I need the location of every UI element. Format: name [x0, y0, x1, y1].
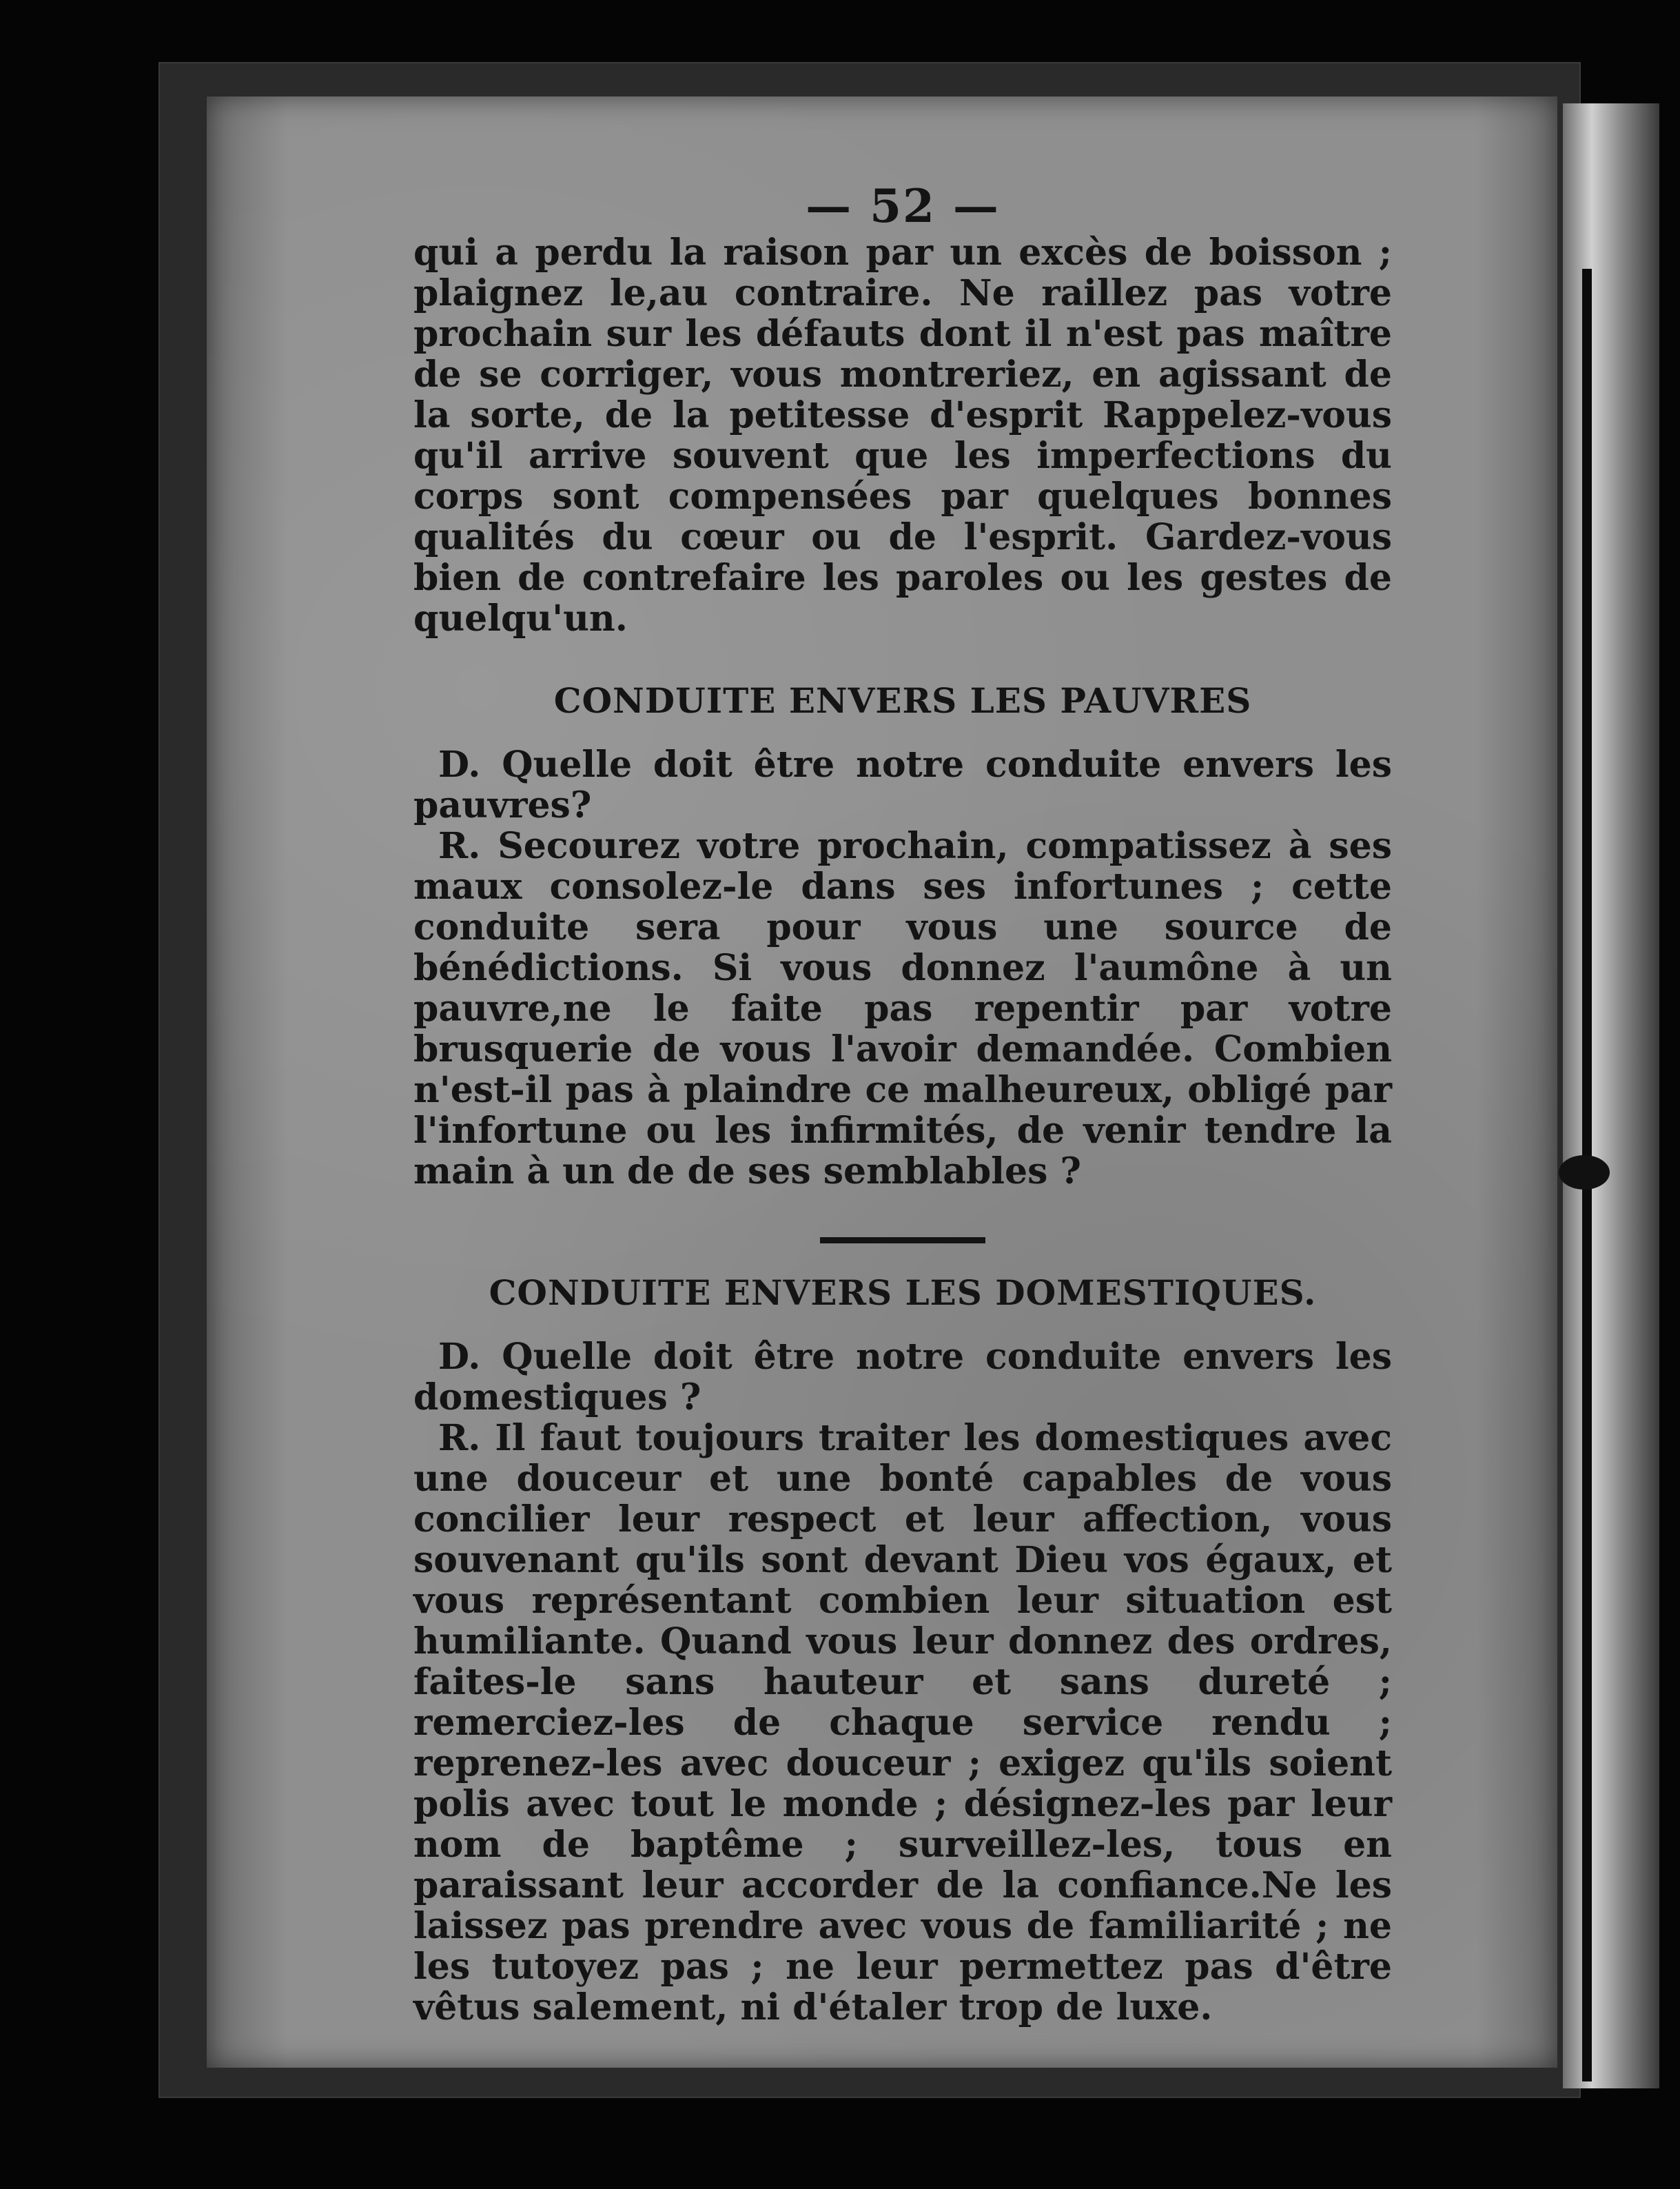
page-number: — 52 —: [806, 179, 1000, 233]
binding-knot: [1559, 1155, 1610, 1190]
question-domestiques: D. Quelle doit être notre conduite envers les domestiques ?: [413, 1336, 1392, 1418]
section-heading-pauvres: CONDUITE ENVERS LES PAUVRES: [553, 680, 1252, 721]
section-heading-domestiques: CONDUITE ENVERS LES DOMESTIQUES.: [489, 1272, 1317, 1313]
page-edge: [1563, 103, 1659, 2088]
answer-domestiques: R. Il faut toujours traiter les domestiques avec une douceur et une bonté capables de vous concilier leur respect et leur affection, vous souvenant qu'ils sont devant Dieu vos égaux, et vous représentant combien leur situation est humiliante. Quand vous leur donnez des ordres, faites-le sans hauteur et sans dureté ; remerciez-les de chaque service rendu ; reprenez-les avec douceur ; exigez qu'ils soient polis avec tout le monde ; désignez-les par leur nom de baptême ; surveillez-les, tous en paraissant leur accorder de la confiance.Ne les laissez pas prendre avec vous de familiarité ; ne les tutoyez pas ; ne leur permettez pas d'être vêtus salement, ni d'étaler trop de luxe.: [413, 1417, 1392, 2028]
answer-pauvres: R. Secourez votre prochain, compatissez à ses maux consolez-le dans ses infortunes ; cette conduite sera pour vous une source de bénédictions. Si vous donnez l'aumône à un pauvre,ne le faite pas repentir par votre brusquerie de vous l'avoir demandée. Combien n'est-il pas à plaindre ce malheureux, obligé par l'infortune ou les infirmités, de venir tendre la main à un de de ses semblables ?: [413, 825, 1392, 1192]
intro-paragraph: qui a perdu la raison par un excès de boisson ; plaignez le,au contraire. Ne raillez pas votre prochain sur les défauts dont il n'est pas maître de se corriger, vous montreriez, en agissant de la sorte, de la petitesse d'esprit Rappelez-vous qu'il arrive souvent que les imperfections du corps sont compensées par quelques bonnes qualités du cœur ou de l'esprit. Gardez-vous bien de contrefaire les paroles ou les gestes de quelqu'un.: [413, 232, 1392, 640]
page-text-block: [413, 179, 1392, 2028]
section-divider: [820, 1237, 985, 1243]
question-pauvres: D. Quelle doit être notre conduite envers les pauvres?: [413, 744, 1392, 826]
